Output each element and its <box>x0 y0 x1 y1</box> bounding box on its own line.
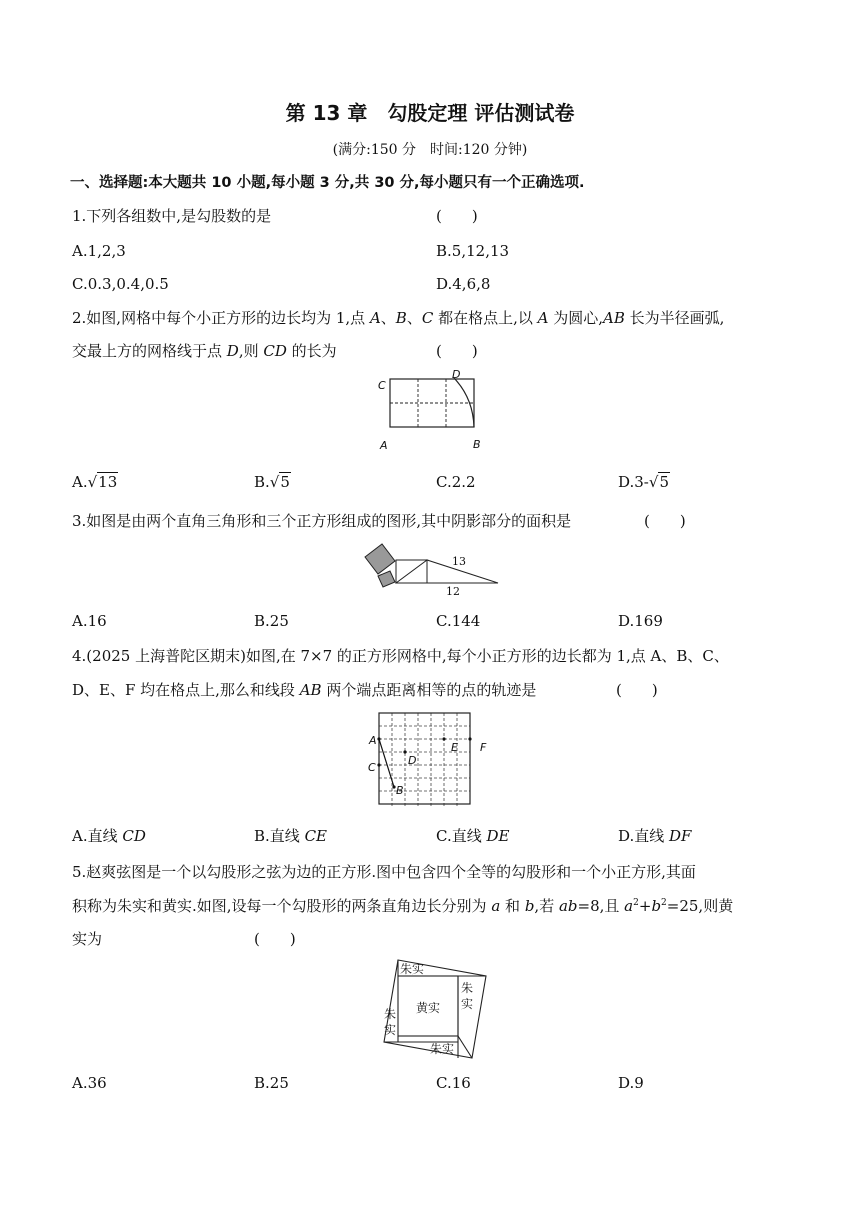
q4-line2: D、E、F 均在格点上,那么和线段 AB 两个端点距离相等的点的轨迹是 <box>72 681 537 699</box>
q3-small-triangle <box>396 560 427 583</box>
q5-line1: 5.赵爽弦图是一个以勾股形之弦为边的正方形.图中包含四个全等的勾股形和一个小正方形,其面 <box>72 863 696 881</box>
q2-label-b: B <box>473 438 481 451</box>
q5-line2: 积称为朱实和黄实.如图,设每一个勾股形的两条直角边长分别为 a 和 b,若 ab=8,且 $a^2+b^2=25$,则黄 <box>72 897 734 915</box>
q5-option-c: C.16 <box>436 1074 471 1092</box>
q4-label-e: E <box>451 741 458 754</box>
q4-option-b: B.直线 CE <box>254 827 327 845</box>
q5-option-b: B.25 <box>254 1074 289 1092</box>
q3-option-a: A.16 <box>72 612 107 630</box>
q5-label-zhu-right-1: 朱 <box>461 981 474 995</box>
section-heading: 一、选择题:本大题共 10 小题,每小题 3 分,共 30 分,每小题只有一个正确选项. <box>70 175 585 191</box>
q1-option-c: C.0.3,0.4,0.5 <box>72 275 169 293</box>
q4-answer-bracket: ( ) <box>616 681 658 699</box>
q4-label-d: D <box>408 754 417 767</box>
page-title: 第 13 章 勾股定理 评估测试卷 <box>285 101 575 125</box>
q2-line2: 交最上方的网格线于点 D,则 CD 的长为 <box>72 342 337 360</box>
q3-option-c: C.144 <box>436 612 481 630</box>
q3-triangle-squares-figure <box>360 540 510 600</box>
q1-option-a: A.1,2,3 <box>72 242 126 260</box>
q5-line3: 实为 <box>72 930 103 948</box>
q3-label-13: 13 <box>452 555 466 568</box>
q5-label-zhu-right-2: 实 <box>461 997 474 1011</box>
q4-label-b: B <box>396 784 404 797</box>
q4-label-f: F <box>480 741 487 754</box>
q5-answer-bracket: ( ) <box>254 930 296 948</box>
q5-label-huang: 黄实 <box>416 1001 441 1015</box>
q5-option-d: D.9 <box>618 1074 644 1092</box>
q4-option-a: A.直线 CD <box>72 827 146 845</box>
q2-line1: 2.如图,网格中每个小正方形的边长均为 1,点 A、B、C 都在格点上,以 A 为圆心,AB 长为半径画弧, <box>72 309 725 327</box>
q2-option-d: D.3-√5 <box>618 473 669 491</box>
q2-answer-bracket: ( ) <box>436 342 478 360</box>
q5-option-a: A.36 <box>72 1074 107 1092</box>
q2-arc <box>454 378 474 427</box>
q5-zhao-shuang-figure <box>370 954 495 1064</box>
q5-label-zhu-bottom: 朱实 <box>430 1042 455 1056</box>
q4-line1: 4.(2025 上海普陀区期末)如图,在 7×7 的正方形网格中,每个小正方形的边长都为 1,点 A、B、C、 <box>72 647 729 665</box>
q3-option-d: D.169 <box>618 612 663 630</box>
q1-option-b: B.5,12,13 <box>436 242 510 260</box>
q3-answer-bracket: ( ) <box>644 512 686 530</box>
q3-shaded-square-1 <box>365 544 395 574</box>
q3-stem: 3.如图是由两个直角三角形和三个正方形组成的图形,其中阴影部分的面积是 <box>72 512 572 530</box>
q1-option-d: D.4,6,8 <box>436 275 491 293</box>
page-subtitle: (满分:150 分 时间:120 分钟) <box>332 142 528 158</box>
q2-label-a: A <box>380 439 388 452</box>
q4-option-c: C.直线 DE <box>436 827 510 845</box>
q2-option-a: A.√13 <box>72 473 118 491</box>
q4-label-a: A <box>369 734 377 747</box>
q2-label-d: D <box>452 370 461 381</box>
q1-stem: 1.下列各组数中,是勾股数的是 <box>72 207 272 225</box>
q5-label-zhu-left-1: 朱 <box>384 1007 397 1021</box>
q2-grid-figure <box>370 370 490 455</box>
q3-label-12: 12 <box>446 585 460 598</box>
q4-label-c: C <box>368 761 376 774</box>
q5-label-zhu-top: 朱实 <box>400 962 425 976</box>
q5-label-zhu-left-2: 实 <box>384 1023 397 1037</box>
q3-shaded-square-2 <box>378 571 395 587</box>
q3-option-b: B.25 <box>254 612 289 630</box>
q1-answer-bracket: ( ) <box>436 207 478 225</box>
q4-grid-border <box>379 713 470 804</box>
q2-label-c: C <box>378 379 386 392</box>
q4-grid-figure <box>366 708 496 808</box>
q2-option-b: B.√5 <box>254 473 290 491</box>
q4-option-d: D.直线 DF <box>618 827 692 845</box>
q2-option-c: C.2.2 <box>436 473 476 491</box>
